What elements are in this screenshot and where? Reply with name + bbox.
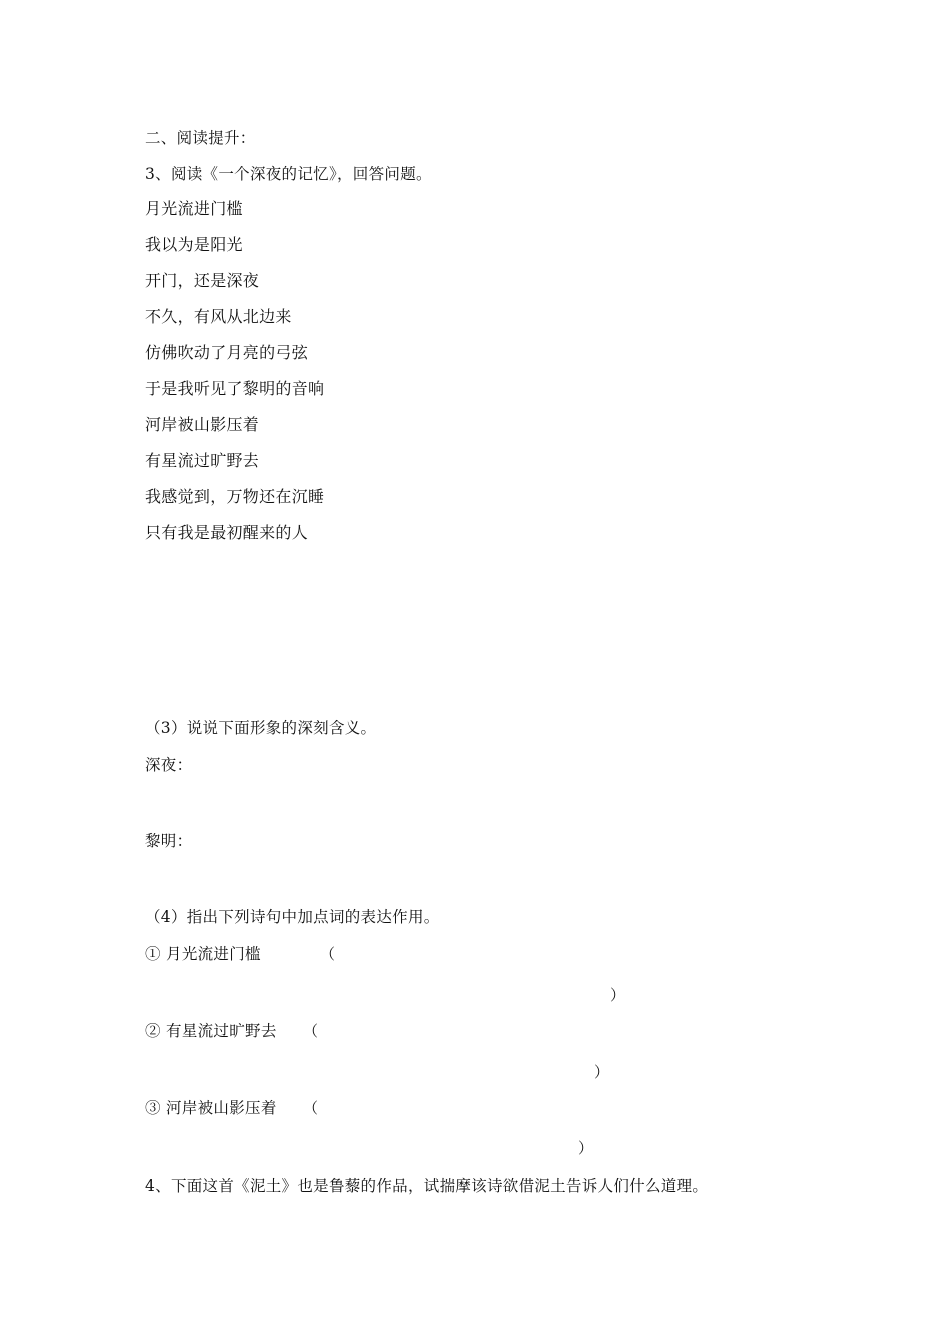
poem-line: 有星流过旷野去 <box>145 451 260 470</box>
poem-line: 于是我听见了黎明的音响 <box>145 379 325 398</box>
section-heading: 二、阅读提升： <box>145 129 256 147</box>
sub4-item-1-close-paren: ） <box>610 986 626 1004</box>
question-4-prompt: 4、下面这首《泥土》也是鲁藜的作品，试揣摩该诗欲借泥土告诉人们什么道理。 <box>145 1177 709 1195</box>
sub4-item-3-open-paren: （ <box>303 1099 319 1117</box>
poem-line: 开门，还是深夜 <box>145 271 260 290</box>
poem-line: 我以为是阳光 <box>145 235 243 254</box>
poem-line: 只有我是最初醒来的人 <box>145 523 309 542</box>
poem-line: 月光流进门槛 <box>145 199 243 218</box>
poem-line: 仿佛吹动了月亮的弓弦 <box>145 343 309 362</box>
subquestion-4-prompt: （4）指出下列诗句中加点词的表达作用。 <box>145 908 440 926</box>
sub4-item-1-label: ① 月光流进门槛 <box>145 945 261 963</box>
sub4-item-1-open-paren: （ <box>320 945 336 963</box>
question-3-prompt: 3、阅读《一个深夜的记忆》，回答问题。 <box>145 165 432 183</box>
poem-line: 河岸被山影压着 <box>145 415 260 434</box>
poem-line: 不久，有风从北边来 <box>145 307 292 326</box>
sub4-item-3-close-paren: ） <box>578 1139 594 1157</box>
sub4-item-3-label: ③ 河岸被山影压着 <box>145 1099 277 1117</box>
subquestion-3-prompt: （3）说说下面形象的深刻含义。 <box>145 719 377 737</box>
sub4-item-2-open-paren: （ <box>303 1022 319 1040</box>
sub4-item-2-close-paren: ） <box>594 1063 610 1081</box>
poem-line: 我感觉到，万物还在沉睡 <box>145 487 325 506</box>
sub4-item-2-label: ② 有星流过旷野去 <box>145 1022 277 1040</box>
answer-label-shenye: 深夜： <box>145 756 193 774</box>
answer-label-liming: 黎明： <box>145 832 193 850</box>
